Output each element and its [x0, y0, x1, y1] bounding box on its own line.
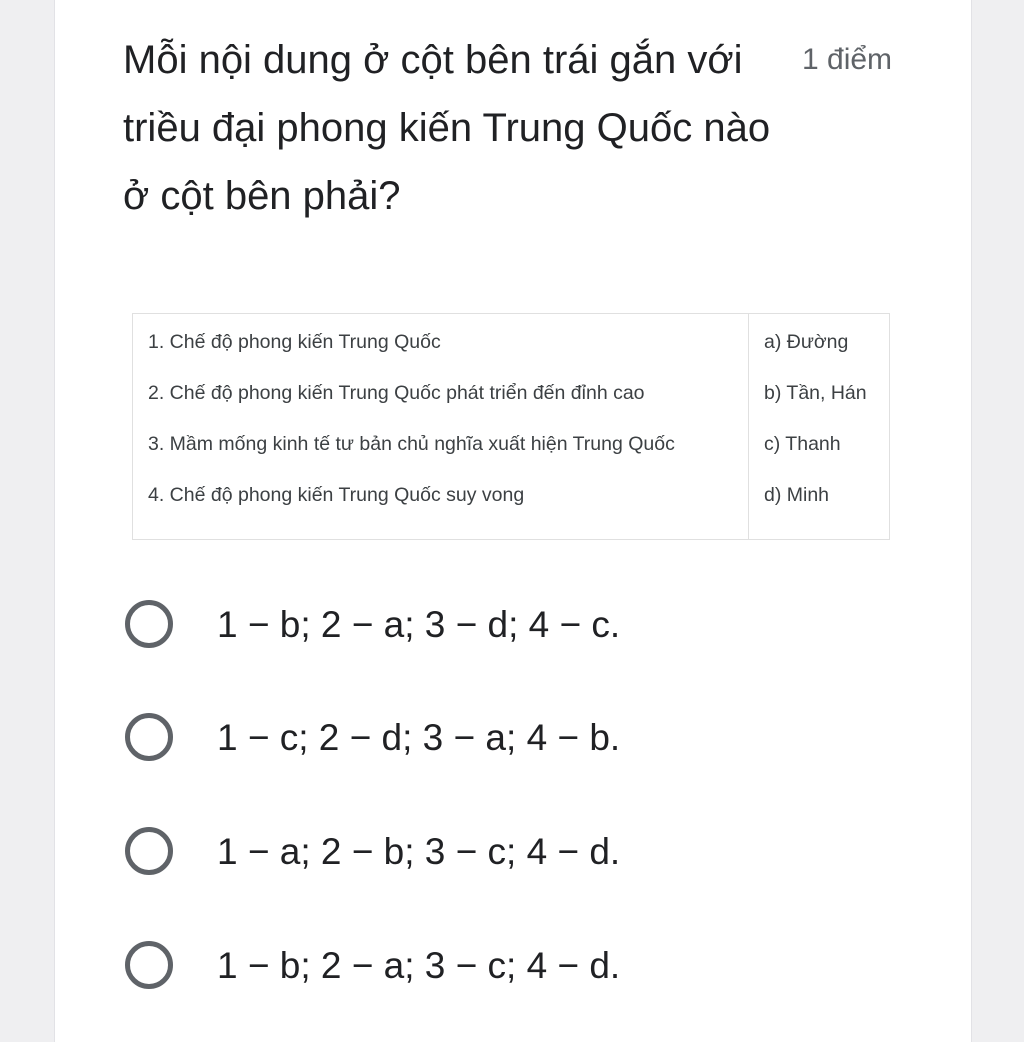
answer-option-label[interactable]: 1 − b; 2 − a; 3 − d; 4 − c. [217, 604, 621, 645]
answer-option[interactable] [123, 708, 923, 772]
answer-option[interactable] [123, 822, 923, 886]
answer-option-label[interactable]: 1 − a; 2 − b; 3 − c; 4 − d. [217, 831, 621, 872]
answer-option-label[interactable]: 1 − b; 2 − a; 3 − c; 4 − d. [217, 945, 621, 986]
table-cell-left: 1. Chế độ phong kiến Trung Quốc [148, 331, 441, 353]
radio-button[interactable] [125, 827, 173, 875]
radio-button[interactable] [125, 600, 173, 648]
column-divider [748, 314, 749, 539]
table-cell-right: b) Tần, Hán [764, 382, 867, 404]
table-cell-right: c) Thanh [764, 433, 841, 455]
answer-option-label[interactable]: 1 − c; 2 − d; 3 − a; 4 − b. [217, 717, 621, 758]
question-card [54, 0, 972, 1042]
answer-option[interactable] [123, 936, 923, 1000]
radio-button[interactable] [125, 713, 173, 761]
table-cell-right: a) Đường [764, 331, 849, 353]
points-label: 1 điểm [802, 43, 893, 76]
table-cell-left: 3. Mầm mống kinh tế tư bản chủ nghĩa xuất hiện Trung Quốc [148, 433, 675, 455]
radio-button[interactable] [125, 941, 173, 989]
table-cell-left: 4. Chế độ phong kiến Trung Quốc suy vong [148, 484, 525, 506]
table-cell-right: d) Minh [764, 484, 830, 506]
question-title: Mỗi nội dung ở cột bên trái gắn với triều đại phong kiến Trung Quốc nào ở cột bên phải? [123, 38, 771, 218]
answer-option[interactable] [123, 595, 923, 659]
matching-table [132, 313, 890, 540]
table-cell-left: 2. Chế độ phong kiến Trung Quốc phát triển đến đỉnh cao [148, 382, 645, 404]
